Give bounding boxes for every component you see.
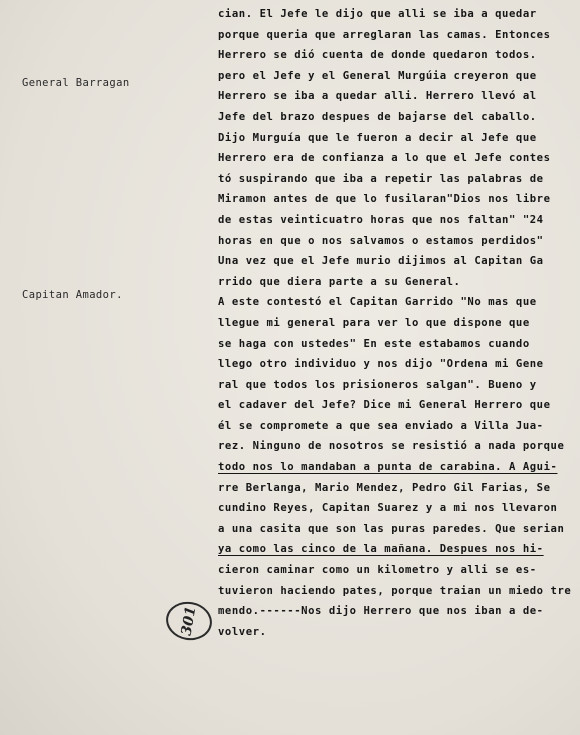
- text-line: llego otro individuo y nos dijo "Ordena mi Gene: [218, 358, 544, 371]
- text-line: cieron caminar como un kilometro y alli se es-: [218, 564, 537, 577]
- text-line: el cadaver del Jefe? Dice mi General Herrero que: [218, 399, 551, 412]
- text-line: cundino Reyes, Capitan Suarez y a mi nos llevaron: [218, 502, 558, 515]
- text-line: tuvieron haciendo pates, porque traian un miedo tre: [218, 584, 572, 597]
- margin-note-capitan-amador: Capitan Amador.: [22, 289, 123, 301]
- text-line: A este contestó el Capitan Garrido "No mas que: [218, 296, 537, 309]
- margin-note-general-barragan: General Barragan: [22, 77, 130, 89]
- text-line: Herrero era de confianza a lo que el Jefe contes: [218, 152, 551, 165]
- text-line: tó suspirando que iba a repetir las palabras de: [218, 172, 544, 185]
- text-line: Una vez que el Jefe murio dijimos al Capitan Ga: [218, 255, 544, 268]
- text-line: rrido que diera parte a su General.: [218, 275, 461, 288]
- text-line: volver.: [218, 625, 267, 638]
- text-line: Miramon antes de que lo fusilaran"Dios nos libre: [218, 193, 551, 206]
- text-line: mendo.------Nos dijo Herrero que nos iban a de-: [218, 605, 544, 618]
- typed-body-text: [218, 4, 578, 642]
- folio-number-text: 301: [178, 605, 200, 637]
- text-line: ral que todos los prisioneros salgan". Bueno y: [218, 378, 537, 391]
- text-line: Herrero se dió cuenta de donde quedaron todos.: [218, 49, 537, 62]
- text-line: rez. Ninguno de nosotros se resistió a nada porque: [218, 440, 565, 453]
- handwritten-folio-number: [163, 598, 215, 643]
- text-line: él se compromete a que sea enviado a Villa Jua-: [218, 419, 544, 432]
- text-line: rre Berlanga, Mario Mendez, Pedro Gil Farias, Se: [218, 481, 551, 494]
- text-line: llegue mi general para ver lo que dispone que: [218, 316, 530, 329]
- text-line: horas en que o nos salvamos o estamos perdidos": [218, 234, 544, 247]
- text-line: Jefe del brazo despues de bajarse del caballo.: [218, 110, 537, 123]
- text-line: de estas veinticuatro horas que nos faltan" "24: [218, 213, 544, 226]
- text-line: porque queria que arreglaran las camas. Entonces: [218, 28, 551, 41]
- text-line: ya como las cinco de la mañana. Despues nos hi-: [218, 543, 544, 556]
- text-line: a una casita que son las puras paredes. Que serian: [218, 522, 565, 535]
- text-line: Herrero se iba a quedar alli. Herrero llevó al: [218, 90, 537, 103]
- text-line: Dijo Murguía que le fueron a decir al Jefe que: [218, 131, 537, 144]
- text-line: pero el Jefe y el General Murgúia creyeron que: [218, 69, 537, 82]
- text-line: se haga con ustedes" En este estabamos cuando: [218, 337, 530, 350]
- text-line: cian. El Jefe le dijo que alli se iba a quedar: [218, 8, 537, 20]
- text-line: todo nos lo mandaban a punta de carabina. A Agui-: [218, 461, 558, 474]
